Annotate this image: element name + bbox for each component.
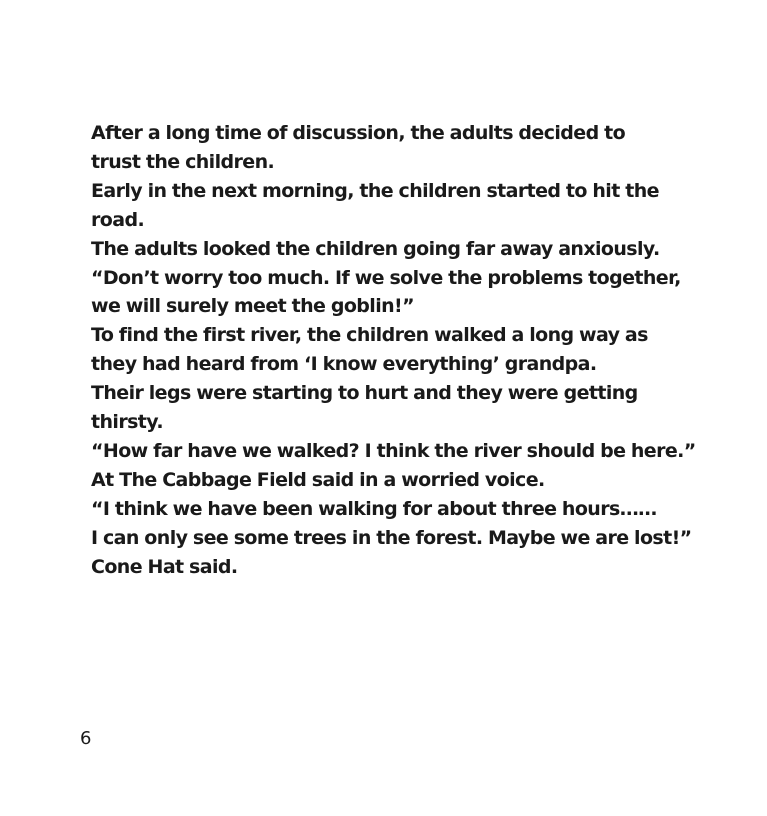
story-line: “How far have we walked? I think the river should be here.” bbox=[91, 439, 696, 462]
story-text bbox=[91, 119, 731, 582]
page-number: 6 bbox=[80, 728, 92, 749]
story-line: Early in the next morning, the children started to hit the bbox=[91, 179, 659, 202]
story-line: After a long time of discussion, the adults decided to bbox=[91, 122, 626, 144]
story-line: Cone Hat said. bbox=[91, 555, 238, 578]
story-line: road. bbox=[91, 208, 145, 231]
story-line: we will surely meet the goblin!” bbox=[91, 295, 414, 318]
story-line: At The Cabbage Field said in a worried voice. bbox=[91, 468, 545, 491]
story-line: “Don’t worry too much. If we solve the problems together, bbox=[91, 266, 681, 289]
story-line: To find the first river, the children walked a long way as bbox=[91, 324, 648, 347]
story-line: Their legs were starting to hurt and they were getting bbox=[91, 382, 638, 405]
story-line: they had heard from ‘I know everything’ grandpa. bbox=[91, 353, 597, 376]
story-line: trust the children. bbox=[91, 150, 275, 173]
story-line: The adults looked the children going far away anxiously. bbox=[91, 237, 660, 260]
story-line: thirsty. bbox=[91, 411, 163, 434]
story-line: “I think we have been walking for about three hours…… bbox=[91, 497, 657, 520]
story-line: I can only see some trees in the forest. Maybe we are lost!” bbox=[91, 526, 692, 549]
